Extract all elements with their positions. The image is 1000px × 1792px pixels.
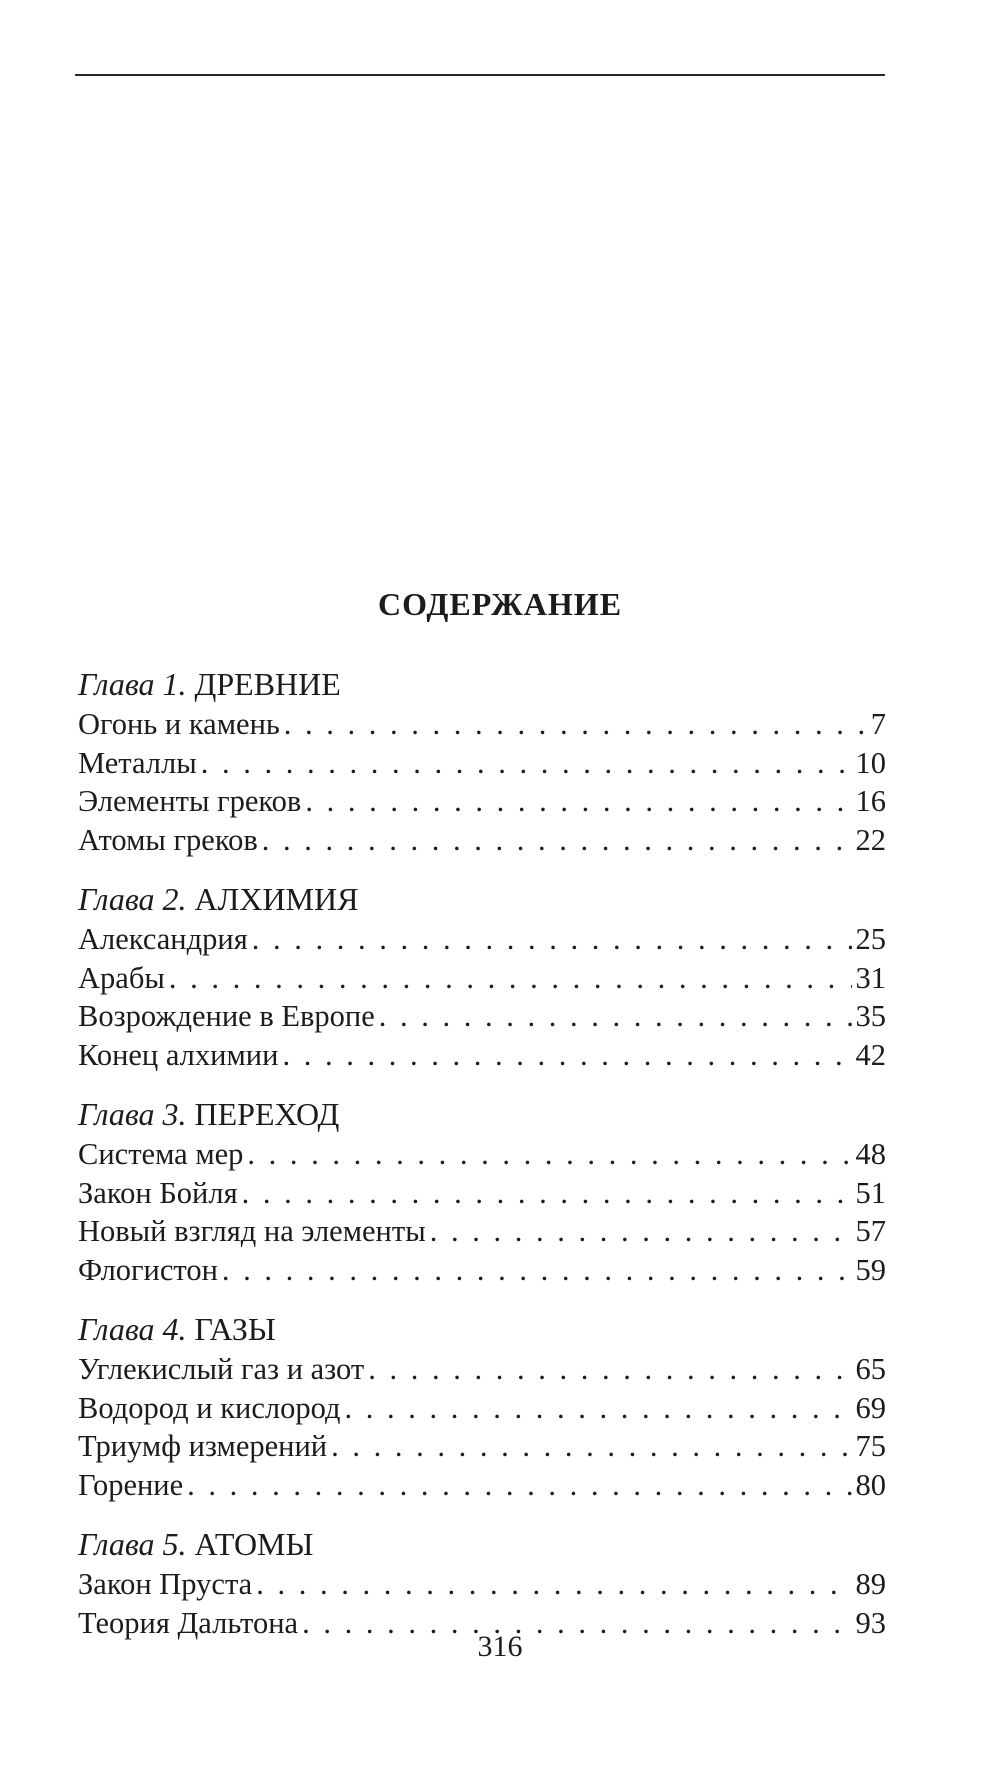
entry-title: Металлы [78, 745, 197, 780]
entry-title: Система мер [78, 1137, 244, 1171]
chapter-4 [78, 1310, 886, 1504]
chapter-3 [78, 1095, 886, 1289]
entry-page: 59 [855, 1252, 886, 1287]
toc-entry[interactable] [78, 1135, 886, 1174]
entry-page: 75 [855, 1429, 886, 1463]
dot-leader [242, 1174, 852, 1212]
entry-title: Горение [78, 1467, 184, 1502]
entry-title: Водород и кислород [78, 1390, 341, 1425]
entry-page: 7 [870, 707, 886, 741]
toc-entry[interactable] [78, 959, 886, 998]
dot-leader [284, 705, 867, 743]
entry-page: 35 [855, 999, 886, 1033]
toc-entry[interactable] [78, 1565, 886, 1604]
entry-page: 57 [855, 1214, 886, 1248]
toc-entry[interactable] [78, 997, 886, 1036]
chapter-label: Глава 2. [78, 881, 187, 917]
chapter-1 [78, 665, 886, 859]
dot-leader [331, 1427, 851, 1465]
entry-title: Новый взгляд на элементы [78, 1214, 426, 1248]
dot-leader [379, 997, 852, 1035]
chapter-heading [78, 1310, 886, 1350]
chapter-name: ГАЗЫ [194, 1311, 276, 1347]
entry-title: Триумф измерений [78, 1429, 328, 1463]
top-rule [75, 74, 885, 76]
chapter-heading [78, 1095, 886, 1135]
chapter-heading [78, 1525, 886, 1565]
chapter-name: АЛХИМИЯ [194, 881, 359, 917]
toc-entry[interactable] [78, 1251, 886, 1290]
entry-page: 69 [855, 1390, 886, 1425]
toc-entry[interactable] [78, 782, 886, 821]
dot-leader [344, 1389, 851, 1427]
chapter-5 [78, 1525, 886, 1642]
toc-entry[interactable] [78, 1466, 886, 1505]
entry-page: 80 [855, 1467, 886, 1502]
entry-title: Закон Пруста [78, 1567, 253, 1601]
toc-entry[interactable] [78, 1036, 886, 1075]
table-of-contents [78, 665, 886, 1663]
chapter-label: Глава 4. [78, 1311, 187, 1347]
entry-page: 65 [855, 1352, 886, 1386]
chapter-label: Глава 5. [78, 1526, 187, 1562]
chapter-name: ДРЕВНИЕ [194, 666, 341, 702]
entry-page: 51 [855, 1175, 886, 1210]
dot-leader [169, 959, 852, 997]
dot-leader [252, 920, 852, 958]
entry-title: Огонь и камень [78, 707, 280, 741]
toc-entry[interactable] [78, 705, 886, 744]
entry-page: 22 [855, 822, 886, 857]
entry-title: Теория Дальтона [78, 1605, 299, 1640]
toc-entry[interactable] [78, 1389, 886, 1428]
entry-title: Арабы [78, 960, 165, 995]
entry-page: 48 [855, 1137, 886, 1171]
toc-entry[interactable] [78, 920, 886, 959]
toc-entry[interactable] [78, 1350, 886, 1389]
dot-leader [256, 1565, 851, 1603]
chapter-name: ПЕРЕХОД [194, 1096, 340, 1132]
toc-entry[interactable] [78, 744, 886, 783]
entry-title: Александрия [78, 922, 248, 956]
chapter-name: АТОМЫ [194, 1526, 314, 1562]
entry-page: 42 [855, 1037, 886, 1072]
entry-page: 10 [855, 745, 886, 780]
dot-leader [305, 782, 851, 820]
entry-title: Конец алхимии [78, 1037, 279, 1072]
toc-entry[interactable] [78, 1212, 886, 1251]
toc-entry[interactable] [78, 821, 886, 860]
dot-leader [187, 1466, 851, 1504]
entry-title: Закон Бойля [78, 1175, 238, 1210]
chapter-heading [78, 880, 886, 920]
dot-leader [368, 1350, 851, 1388]
entry-page: 25 [855, 922, 886, 956]
entry-title: Элементы греков [78, 784, 302, 818]
chapter-heading [78, 665, 886, 705]
page-number: 316 [477, 1630, 523, 1663]
entry-page: 89 [855, 1567, 886, 1601]
chapter-label: Глава 3. [78, 1096, 187, 1132]
entry-page: 31 [855, 960, 886, 995]
toc-title: СОДЕРЖАНИЕ [377, 586, 623, 622]
dot-leader [430, 1212, 852, 1250]
dot-leader [222, 1251, 852, 1289]
entry-title: Атомы греков [78, 822, 258, 857]
toc-entry[interactable] [78, 1174, 886, 1213]
entry-page: 93 [855, 1605, 886, 1640]
chapter-2 [78, 880, 886, 1074]
dot-leader [201, 744, 852, 782]
entry-page: 16 [855, 784, 886, 818]
toc-entry[interactable] [78, 1427, 886, 1466]
chapter-label: Глава 1. [78, 666, 187, 702]
dot-leader [262, 821, 852, 859]
entry-title: Углекислый газ и азот [78, 1352, 365, 1386]
entry-title: Возрождение в Европе [78, 999, 375, 1033]
dot-leader [247, 1135, 851, 1173]
entry-title: Флогистон [78, 1252, 218, 1287]
dot-leader [282, 1036, 851, 1074]
